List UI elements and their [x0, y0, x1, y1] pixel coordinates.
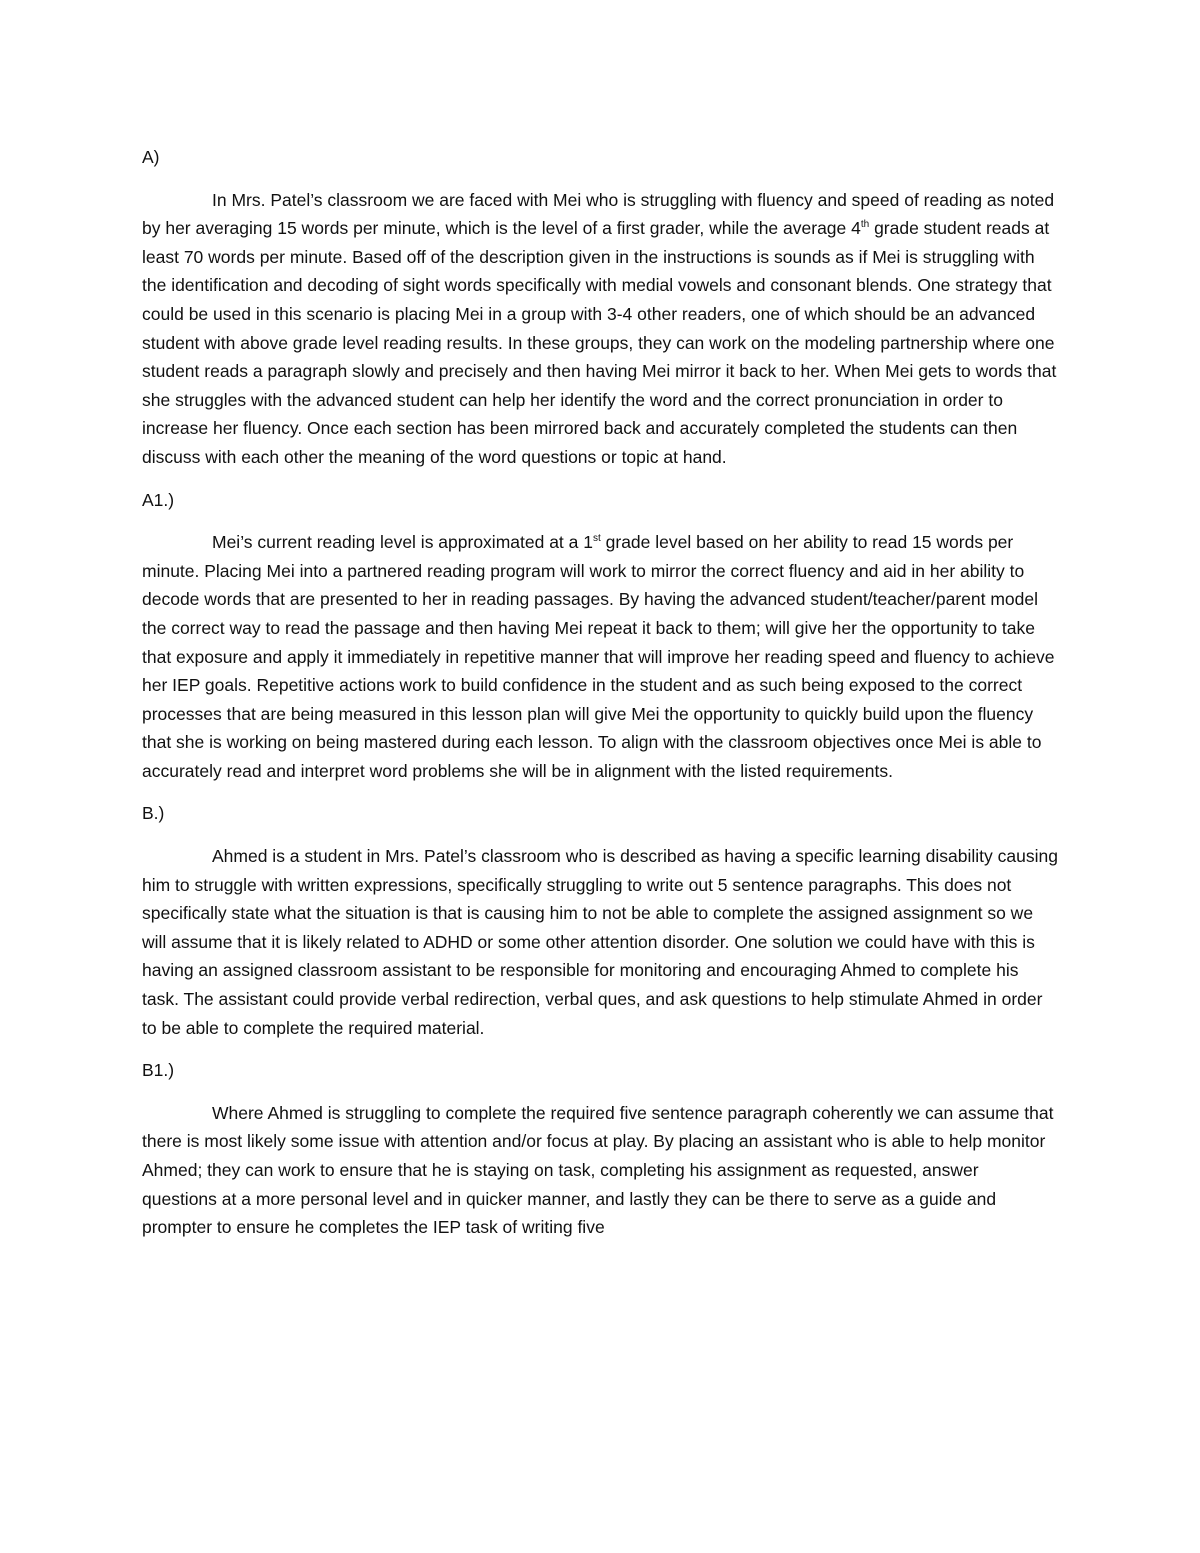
section-paragraph-a1	[142, 528, 1058, 785]
paragraph-text: Mei’s current reading level is approximated at a 1	[212, 532, 593, 553]
section-heading-a: A)	[142, 147, 160, 167]
section-paragraph-b: Ahmed is a student in Mrs. Patel’s classroom who is described as having a specific learning disability causing him to struggle with written expressions, specifically struggling to write out 5 sentence paragraphs. This does not specifically state what the situation is that is causing him to not be able to complete the assigned assignment so we will assume that it is likely related to ADHD or some other attention disorder. One solution we could have with this is having an assigned classroom assistant to be responsible for monitoring and encouraging Ahmed to complete his task. The assistant could provide verbal redirection, verbal ques, and ask questions to help stimulate Ahmed in order to be able to complete the required material.	[142, 846, 1058, 1038]
section-heading-b: B.)	[142, 803, 165, 824]
document-body	[142, 143, 1058, 1256]
section-paragraph-b1: Where Ahmed is struggling to complete the required five sentence paragraph coherently we can assume that there is most likely some issue with attention and/or focus at play. By placing an assistant who is able to help monitor Ahmed; they can work to ensure that he is staying on task, completing his assignment as requested, answer questions at a more personal level and in quicker manner, and lastly they can be there to serve as a guide and prompter to ensure he completes the IEP task of writing five	[142, 1102, 1054, 1238]
section-paragraph-a	[142, 186, 1058, 472]
ordinal-superscript: th	[860, 219, 870, 231]
paragraph-text: grade level based on her ability to read 15 words per minute. Placing Mei into a partnered reading program will work to mirror the correct fluency and aid in her ability to decode words that are presented to her in reading passages. By having the advanced student/teacher/parent model the correct way to read the passage and then having Mei repeat it back to them; will give her the opportunity to take that exposure and apply it immediately in repetitive manner that will improve her reading speed and fluency to achieve her IEP goals. Repetitive actions work to build confidence in the student and as such being exposed to the correct processes that are being measured in this lesson plan will give Mei the opportunity to quickly build upon the fluency that she is working on being mastered during each lesson. To align with the classroom objectives once Mei is able to accurately read and interpret word problems she will be in alignment with the listed requirements.	[142, 532, 1055, 781]
paragraph-text: In Mrs. Patel’s classroom we are faced with Mei who is struggling with fluency and speed of reading as noted by her averaging 15 words per minute, which is the level of a first grader, while the average 4	[142, 189, 1055, 239]
section-heading-a1: A1.)	[142, 489, 175, 510]
paragraph-text: grade student reads at least 70 words per minute. Based off of the description given in the instructions is sounds as if Mei is struggling with the identification and decoding of sight words specifically with medial vowels and consonant blends. One strategy that could be used in this scenario is placing Mei in a group with 3-4 other readers, one of which should be an advanced student with above grade level reading results. In these groups, they can work on the modeling partnership where one student reads a paragraph slowly and precisely and then having Mei mirror it back to her. When Mei gets to words that she struggles with the advanced student can help her identify the word and the correct pronunciation in order to increase her fluency. Once each section has been mirrored back and accurately completed the students can then discuss with each other the meaning of the word questions or topic at hand.	[142, 218, 1057, 467]
section-heading-b1: B1.)	[142, 1060, 175, 1081]
ordinal-superscript: st	[592, 533, 601, 545]
